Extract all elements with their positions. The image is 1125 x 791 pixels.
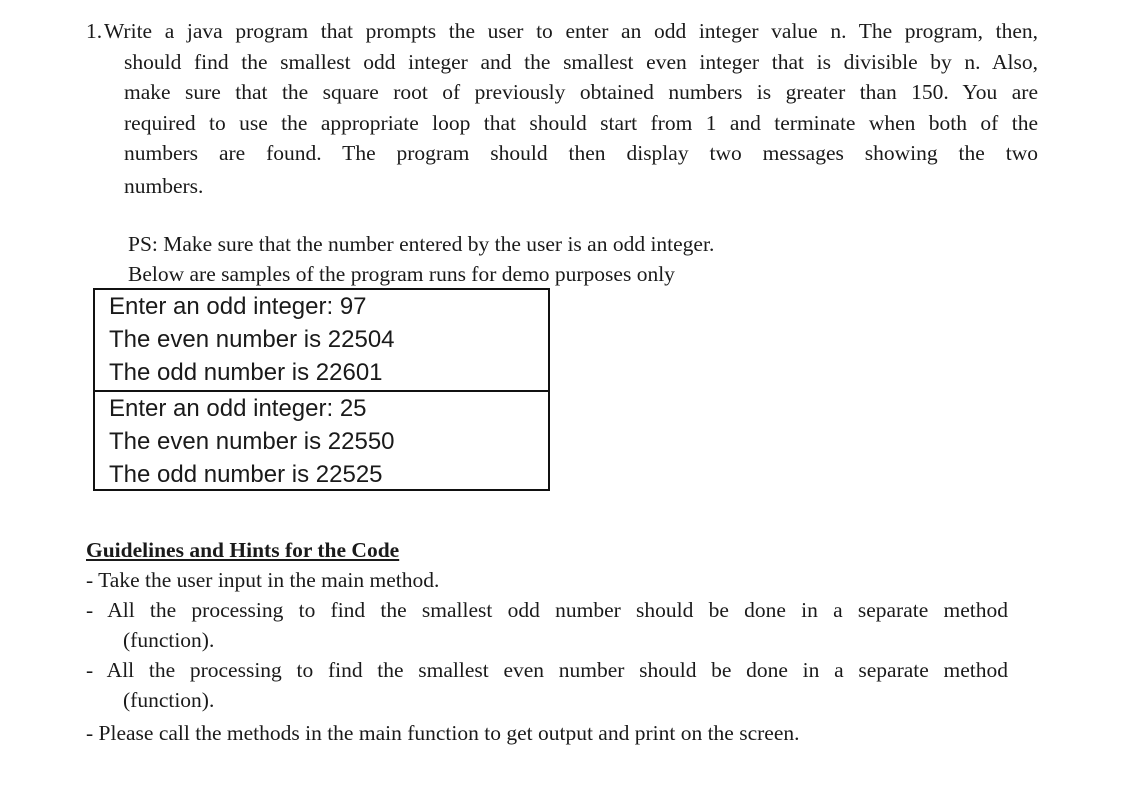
ps-line: Below are samples of the program runs for demo purposes only xyxy=(128,262,675,286)
sample-run-box xyxy=(93,390,550,491)
sample-even: The even number is 22550 xyxy=(109,428,395,455)
ps-note xyxy=(128,229,714,289)
question-block xyxy=(86,16,1038,201)
question-first-line xyxy=(86,16,1038,47)
sample-prompt: Enter an odd integer: 97 xyxy=(109,293,367,320)
guideline-item-continuation: (function). xyxy=(123,688,215,712)
question-number: 1. xyxy=(86,19,103,43)
question-line: should find the smallest odd integer and the smallest even integer that is divisible by n. Also, xyxy=(124,49,1038,74)
sample-prompt: Enter an odd integer: 25 xyxy=(109,395,367,422)
guideline-item-continuation: (function). xyxy=(123,628,215,652)
sample-odd: The odd number is 22525 xyxy=(109,461,383,488)
question-line: required to use the appropriate loop that should start from 1 and terminate when both of the xyxy=(124,110,1038,135)
guidelines-section xyxy=(86,535,1008,748)
guideline-item: - All the processing to find the smallest even number should be done in a separate method xyxy=(86,658,1008,682)
guideline-item: - All the processing to find the smallest odd number should be done in a separate method xyxy=(86,598,1008,622)
sample-even: The even number is 22504 xyxy=(109,326,395,353)
question-line: Write a java program that prompts the user to enter an odd integer value n. The program, then, xyxy=(104,19,1038,43)
question-line: make sure that the square root of previously obtained numbers is greater than 150. You are xyxy=(124,80,1038,104)
ps-line: PS: Make sure that the number entered by the user is an odd integer. xyxy=(128,232,715,256)
guideline-item: - Take the user input in the main method. xyxy=(86,568,440,592)
question-line: numbers are found. The program should then display two messages showing the two xyxy=(124,141,1038,165)
question-line: numbers. xyxy=(124,173,204,198)
guidelines-heading: Guidelines and Hints for the Code xyxy=(86,538,400,562)
sample-odd: The odd number is 22601 xyxy=(109,359,383,386)
guideline-item: - Please call the methods in the main function to get output and print on the screen. xyxy=(86,721,800,745)
sample-run-box xyxy=(93,288,550,392)
